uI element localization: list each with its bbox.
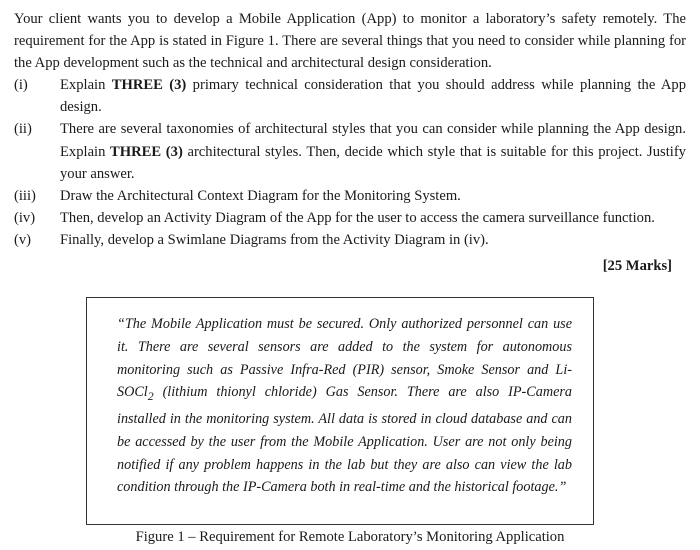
question-text <box>60 185 686 207</box>
intro-paragraph <box>14 8 686 75</box>
question-text-part: architectural styles. Then, decide which style that is suitable for this project. Justify your answer. <box>60 143 686 182</box>
marks-label: [25 Marks] <box>602 258 672 274</box>
quote-text: “The Mobile Application must be secured. Only authorized personnel can use it. There are several sensors are added to the system for autonomous monitoring such as Passive Infra-Red (PIR) sensor, Smoke Sensor and Li-SOCl <box>117 316 572 401</box>
question-number: (iii) <box>14 188 36 205</box>
question-text-part: Then, develop an Activity Diagram of the App for the user to access the camera surveillance function. <box>60 210 655 227</box>
question-item-i <box>14 74 686 118</box>
question-emphasis: THREE (3) <box>111 77 187 93</box>
question-item-v <box>14 229 686 251</box>
quote-text: (lithium thionyl chloride) Gas Sensor. There are also IP-Camera installed in the monitoring system. All data is stored in cloud database and can be accessed by the user from the Mobile Application. User are not only being notified if any problem happens in the lab but they are also can view the lab condition through the IP-Camera both in real-time and the historical footage.” <box>117 384 572 496</box>
question-item-iii <box>14 185 686 207</box>
requirement-figure-box <box>86 297 594 525</box>
figure-caption: Figure 1 – Requirement for Remote Laboratory’s Monitoring Application <box>135 529 565 545</box>
question-item-ii <box>14 118 686 185</box>
question-text <box>60 207 686 229</box>
question-number: (iv) <box>14 210 36 227</box>
question-text <box>60 229 686 251</box>
question-text-part: Explain <box>60 77 112 93</box>
intro-text: Your client wants you to develop a Mobile Application (App) to monitor a laboratory’s safety remotely. The requirement for the App is stated in Figure 1. There are several things that you need to consider while planning for the App development such as the technical and architectural design consideration. <box>14 11 686 72</box>
question-number: (v) <box>14 232 32 249</box>
question-item-iv <box>14 207 686 229</box>
question-text <box>60 74 686 118</box>
requirement-quote <box>117 313 572 499</box>
question-emphasis: THREE (3) <box>110 143 183 160</box>
question-text-part: primary technical consideration that you should address while planning the App design. <box>60 77 687 116</box>
question-text-part: Draw the Architectural Context Diagram for the Monitoring System. <box>60 188 461 205</box>
question-number: (ii) <box>14 121 32 138</box>
question-list <box>14 74 686 252</box>
question-number: (i) <box>14 77 28 93</box>
question-text-part: Finally, develop a Swimlane Diagrams from the Activity Diagram in (iv). <box>60 232 489 249</box>
question-text-part: There are several taxonomies of architectural styles that you can consider while planning the App design. Explain <box>60 121 686 160</box>
question-text <box>60 118 686 185</box>
quote-subscript: 2 <box>147 389 154 404</box>
